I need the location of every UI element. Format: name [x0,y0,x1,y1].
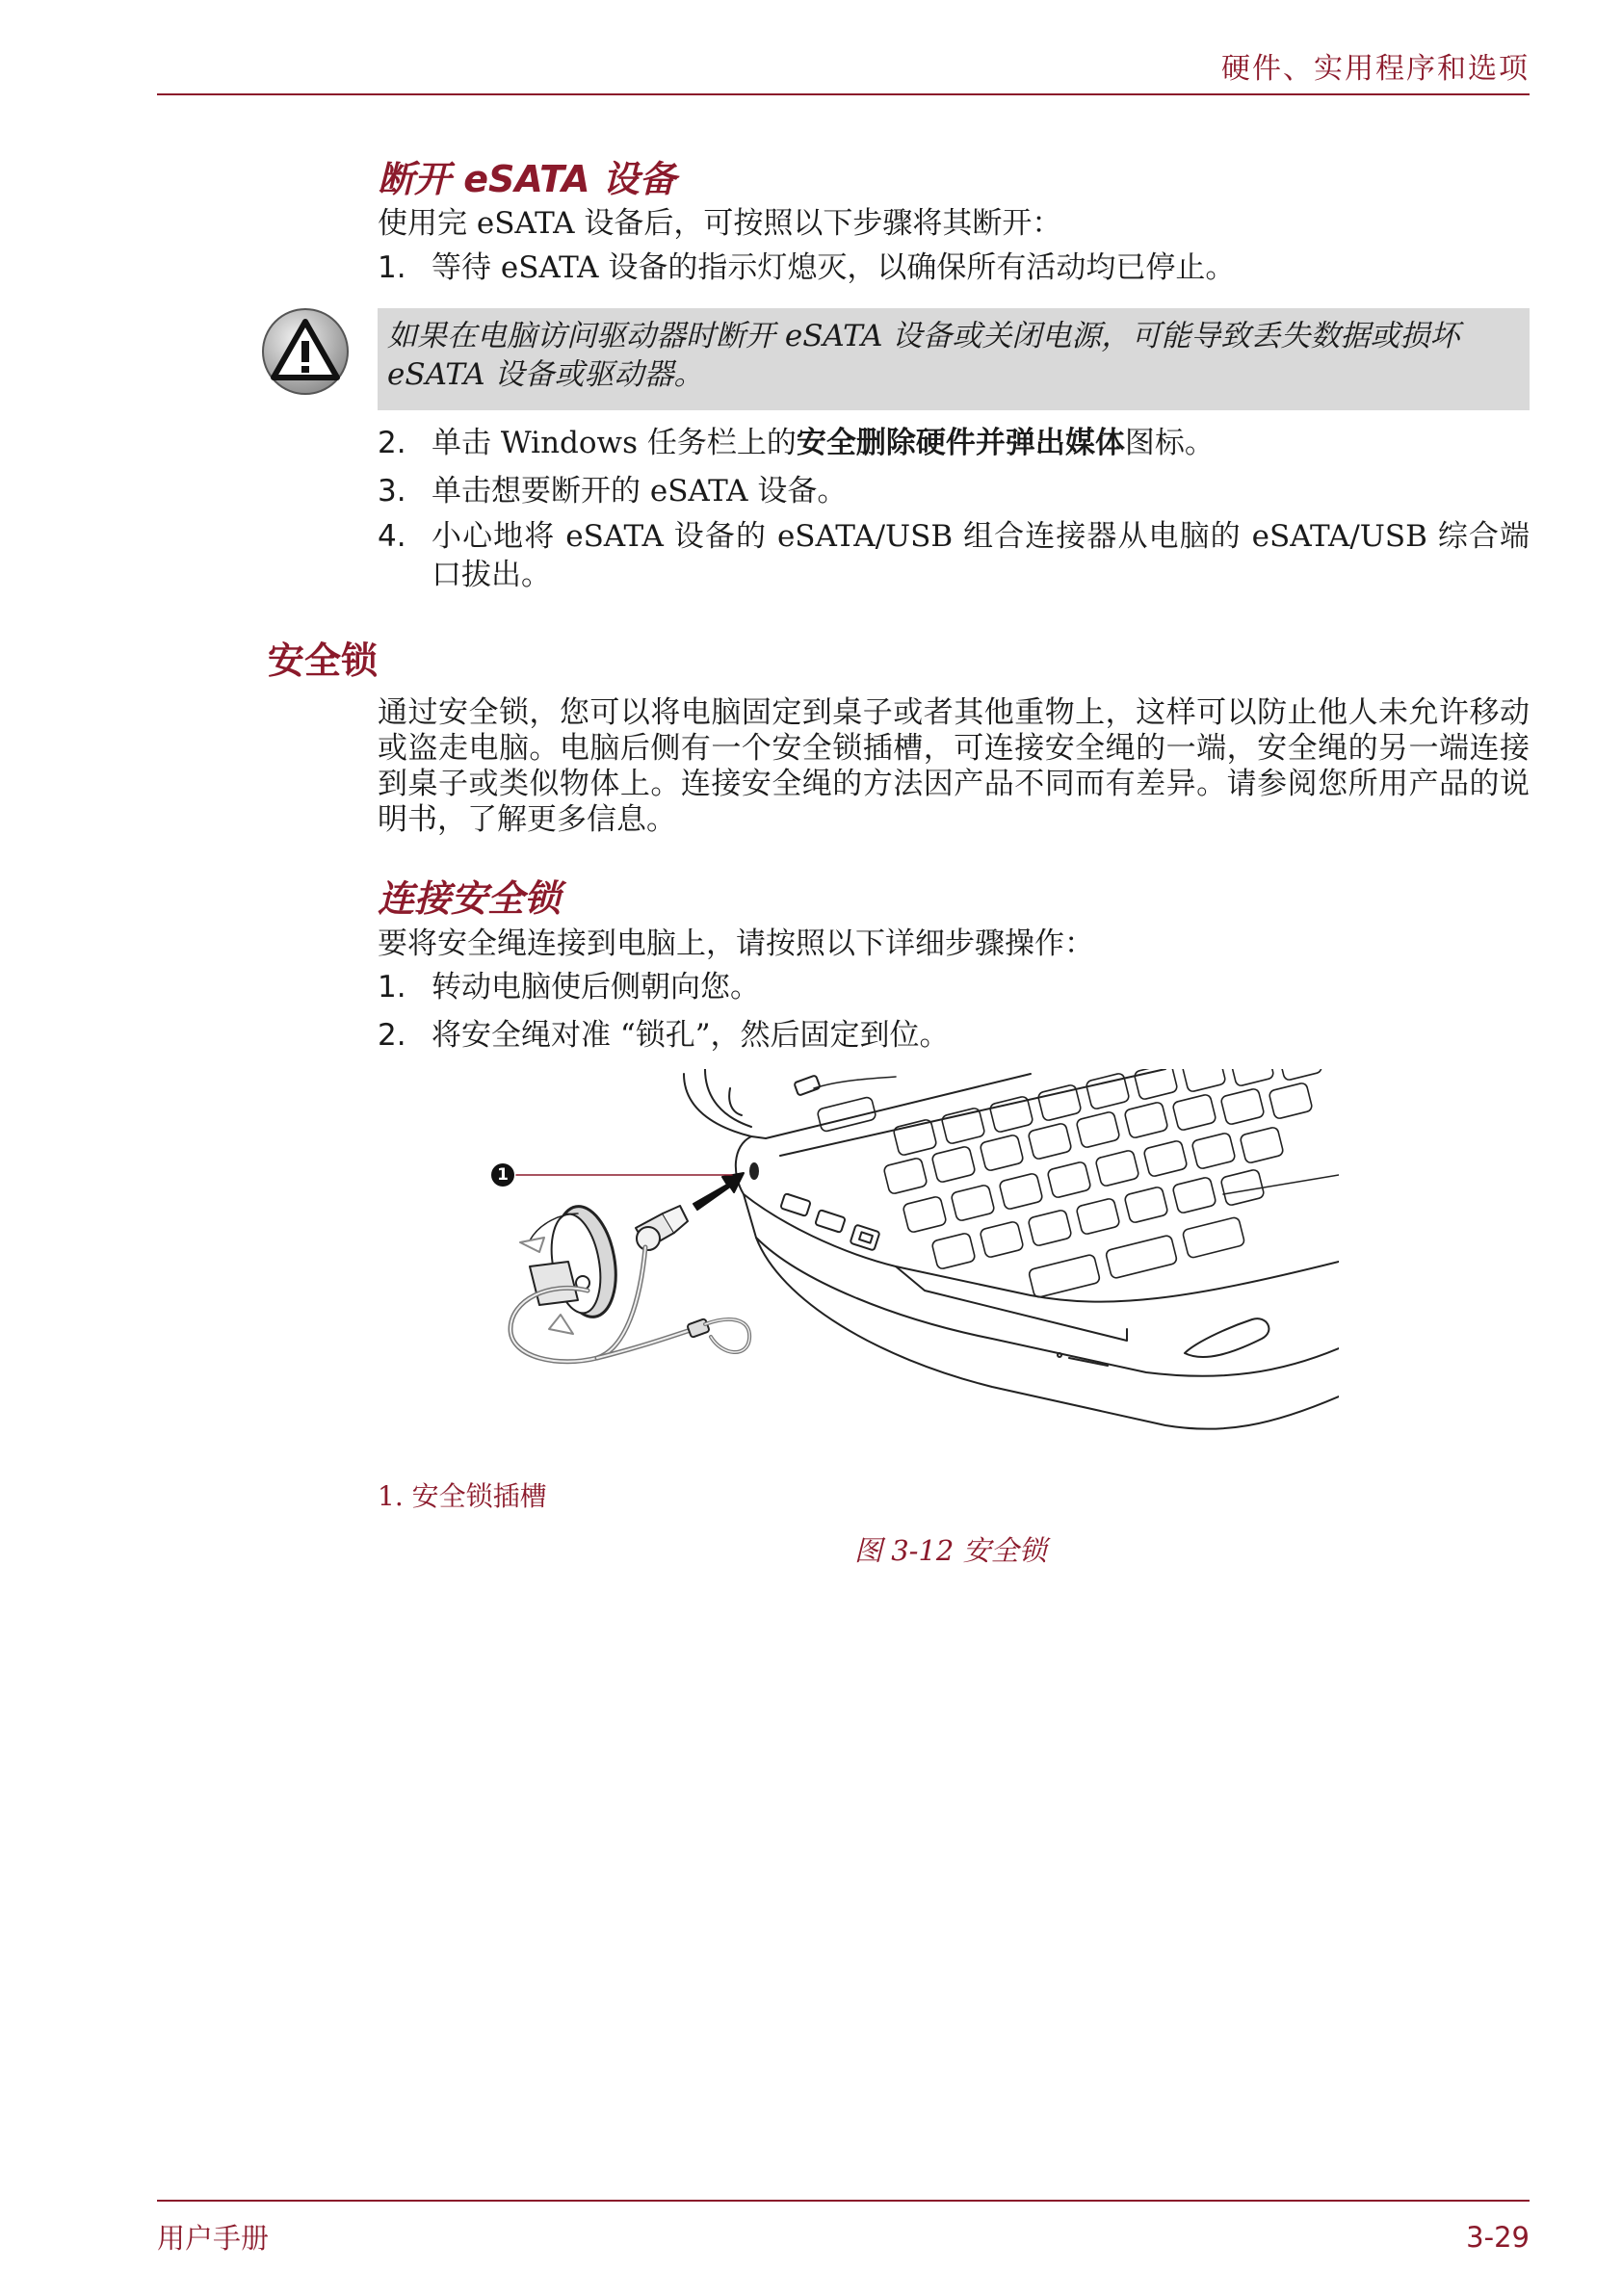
step-number: 3. [378,474,406,509]
security-lock-illustration [491,1069,1339,1454]
section1-intro: 使用完 eSATA 设备后，可按照以下步骤将其断开： [378,206,1062,241]
step-text: 单击想要断开的 eSATA 设备。 [432,474,848,509]
section2-body: 通过安全锁，您可以将电脑固定到桌子或者其他重物上，这样可以防止他人未允许移动或盗走电脑。电脑后侧有一个安全锁插槽，可连接安全绳的一端，安全绳的另一端连接到桌子或类似物体上。连接安全绳的方法因产品不同而有差异。请参阅您所用产品的说明书，了解更多信息。 [378,695,1530,837]
section1-step-4 [378,517,1530,594]
warning-icon [260,306,351,397]
footer-rule [157,2200,1530,2202]
step-text: 转动电脑使后侧朝向您。 [432,970,760,1004]
section3-intro: 要将安全绳连接到电脑上，请按照以下详细步骤操作： [378,926,1094,961]
warning-text: 如果在电脑访问驱动器时断开 eSATA 设备或关闭电源，可能导致丢失数据或损坏 eSATA 设备或驱动器。 [387,319,1460,392]
section3-step-1 [378,968,1530,1006]
step-number: 1. [378,250,406,285]
step-text-post: 图标。 [1124,426,1215,460]
figure-caption: 图 3-12 安全锁 [854,1534,1047,1567]
figure-callout-label: 1. 安全锁插槽 [378,1480,547,1512]
step-text: 将安全绳对准 “锁孔”，然后固定到位。 [432,1018,950,1053]
section-heading-connect-lock: 连接安全锁 [378,877,562,920]
step-number: 2. [378,1018,406,1053]
running-header: 硬件、实用程序和选项 [1221,52,1530,86]
step-text [432,424,1530,462]
callout-marker: 1 [491,1163,514,1187]
step-number: 2. [378,426,406,460]
step-text: 小心地将 eSATA 设备的 eSATA/USB 组合连接器从电脑的 eSATA/USB 综合端口拔出。 [432,519,1530,592]
safely-remove-hardware-label: 安全删除硬件并弹出媒体 [796,426,1125,460]
section1-step-3 [378,472,1530,510]
section-heading-disconnect-esata: 断开 eSATA 设备 [378,158,676,200]
section3-step-2 [378,1016,1530,1055]
step-number: 1. [378,970,406,1004]
step-text-pre: 单击 Windows 任务栏上的 [432,426,797,460]
step-number: 4. [378,519,406,554]
section1-step-1 [378,248,1530,287]
header-rule [157,93,1530,95]
footer-manual-title: 用户手册 [157,2222,270,2255]
step-text: 等待 eSATA 设备的指示灯熄灭，以确保所有活动均已停止。 [432,250,1236,285]
section1-step-2 [378,424,1530,462]
section-heading-security-lock: 安全锁 [268,639,379,682]
page-number: 3-29 [1466,2221,1530,2254]
